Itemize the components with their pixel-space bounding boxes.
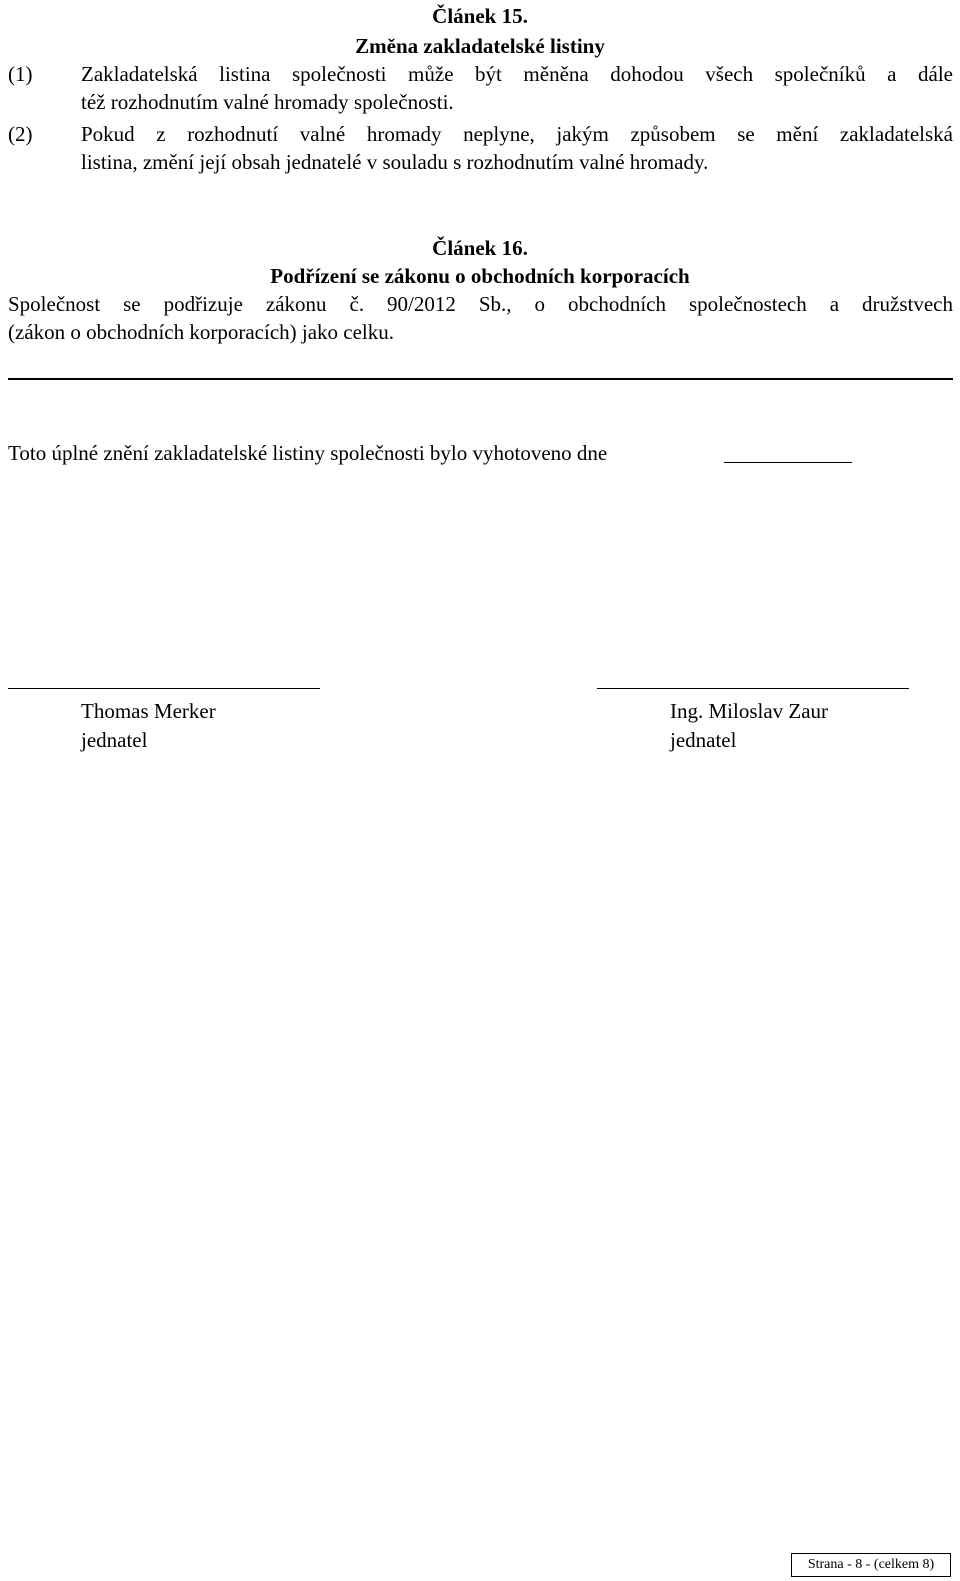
paragraph-line: listina, změní její obsah jednatelé v souladu s rozhodnutím valné hromady. [81, 150, 709, 174]
article-16-title: Článek 16. [432, 236, 528, 260]
paragraph-number: (1) [8, 62, 33, 86]
signatory-name: Thomas Merker [81, 699, 216, 723]
article-16-body [8, 290, 953, 346]
signature-line [597, 688, 909, 689]
paragraph-line: Zakladatelská listina společnosti může být měněna dohodou všech společníků a dále [81, 62, 953, 86]
paragraph-line: Společnost se podřizuje zákonu č. 90/2012 Sb., o obchodních společnostech a družstvech [8, 292, 953, 316]
article-15-subtitle: Změna zakladatelské listiny [355, 34, 605, 58]
paragraph-line: též rozhodnutím valné hromady společnosti. [81, 90, 454, 114]
article-15-paragraph-2 [81, 120, 953, 176]
signatory-role: jednatel [81, 728, 148, 752]
paragraph-line: (zákon o obchodních korporacích) jako celku. [8, 320, 395, 344]
signatory-role: jednatel [670, 728, 737, 752]
signature-line [8, 688, 320, 689]
article-15-title: Článek 15. [432, 4, 528, 28]
horizontal-rule [8, 378, 953, 380]
date-blank-line [724, 462, 852, 463]
signatory-name: Ing. Miloslav Zaur [670, 699, 829, 723]
article-15-paragraph-1 [81, 60, 953, 116]
closing-statement: Toto úplné znění zakladatelské listiny společnosti bylo vyhotoveno dne [8, 441, 608, 465]
article-16-subtitle: Podřízení se zákonu o obchodních korporacích [270, 264, 690, 288]
paragraph-line: Pokud z rozhodnutí valné hromady neplyne, jakým způsobem se mění zakladatelská [81, 122, 953, 146]
page-number: Strana - 8 - (celkem 8) [791, 1553, 951, 1577]
paragraph-number: (2) [8, 122, 33, 146]
